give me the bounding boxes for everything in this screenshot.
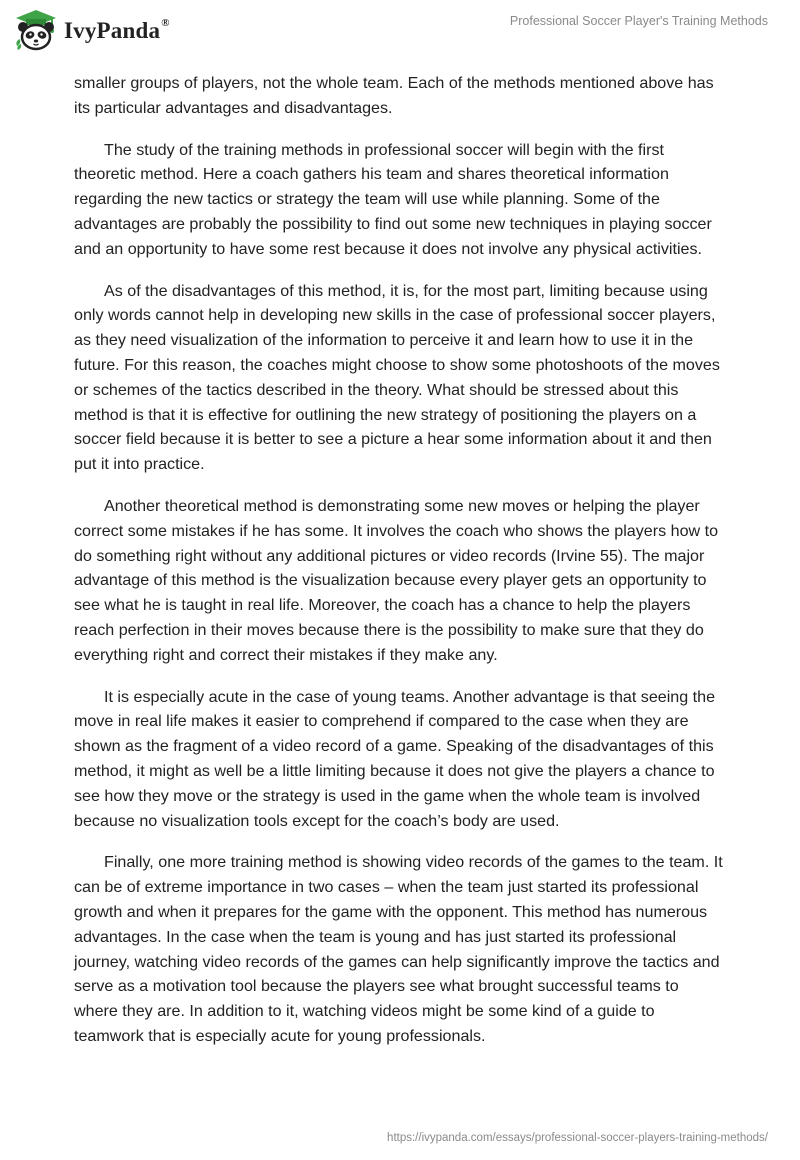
ivypanda-logo[interactable] bbox=[14, 8, 170, 52]
paragraph: smaller groups of players, not the whole team. Each of the methods mentioned above has its particular advantages and disadvantages. bbox=[74, 74, 714, 117]
paragraph: As of the disadvantages of this method, it is, for the most part, limiting because using only words cannot help in developing new skills in the case of professional soccer players, as they need visualization of the information to perceive it and learn how to use it in the future. For this reason, the coaches might choose to show some photoshoots of the moves or schemes of the tactics described in the theory. What should be stressed about this method is that it is effective for outlining the new strategy of positioning the players on a soccer field because it is better to see a picture a hear some information about it and then put it into practice. bbox=[74, 281, 720, 474]
paragraph: It is especially acute in the case of young teams. Another advantage is that seeing the move in real life makes it easier to comprehend if compared to the case when they are shown as the fragment of a video record of a game. Speaking of the disadvantages of this method, it might as well be a little limiting because it does not give the players a chance to see how they move or the strategy is used in the game when the whole team is involved because no visualization tools except for the coach’s body are used. bbox=[74, 687, 716, 830]
brand-name: IvyPanda® bbox=[64, 17, 170, 43]
paragraph: Finally, one more training method is showing video records of the games to the team. It can be of extreme importance in two cases – when the team just started its professional growth and when it prepares for the game with the opponent. This method has numerous advantages. In the case when the team is young and has just started its professional journey, watching video records of the games can help significantly improve the tactics and serve as a motivation tool because the players see what brought successful teams to where they are. In addition to it, watching videos might be some kind of a guide to teamwork that is especially acute for young professionals. bbox=[74, 853, 723, 1045]
essay-body bbox=[74, 71, 726, 1066]
document-title: Professional Soccer Player's Training Methods bbox=[509, 14, 768, 28]
paragraph: The study of the training methods in professional soccer will begin with the first theoretic method. Here a coach gathers his team and shares theoretical information regarding the new tactics or strategy the team will use while planning. Some of the advantages are probably the possibility to find out some new techniques in playing soccer and an opportunity to have some rest because it does not involve any physical activities. bbox=[74, 140, 712, 258]
registered-mark: ® bbox=[161, 17, 170, 30]
paragraph: Another theoretical method is demonstrating some new moves or helping the player correct some mistakes if he has some. It involves the coach who shows the players how to do something right without any additional pictures or video records (Irvine 55). The major advantage of this method is the visualization because every player gets an opportunity to see what he is taught in real life. Moreover, the coach has a chance to help the players reach perfection in their moves because there is the possibility to make sure that they do everything right and correct their mistakes if they make any. bbox=[74, 496, 719, 664]
panda-graduation-cap-icon bbox=[14, 8, 58, 52]
page-header bbox=[0, 0, 800, 62]
source-url-link[interactable]: https://ivypanda.com/essays/professional-soccer-players-training-methods/ bbox=[387, 1132, 768, 1144]
